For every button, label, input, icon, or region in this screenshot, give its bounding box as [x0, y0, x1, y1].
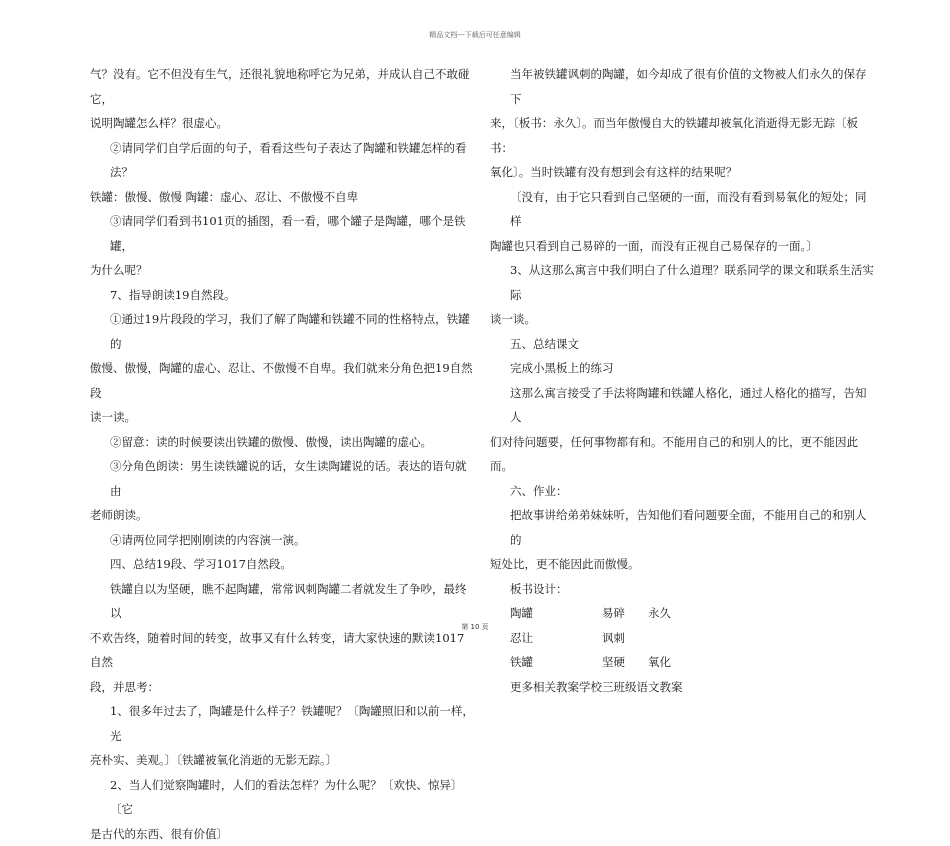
- board-cell: 忍让: [510, 626, 602, 651]
- text-line: 短处比，更不能因此而傲慢。: [490, 552, 875, 577]
- text-line: ②留意：读的时候要读出铁罐的傲慢、傲慢，读出陶罐的虚心。: [90, 430, 475, 455]
- board-cell: 易碎: [602, 601, 648, 626]
- text-line: 四、总结19段、学习1017自然段。: [90, 552, 475, 577]
- text-line: 1、很多年过去了，陶罐是什么样子？铁罐呢？〔陶罐照旧和以前一样，光: [90, 699, 475, 748]
- text-line: 〔没有，由于它只看到自己坚硬的一面，而没有看到易氧化的短处；同样: [490, 185, 875, 234]
- text-line: 来，〔板书：永久〕。而当年傲慢自大的铁罐却被氧化消逝得无影无踪〔板书：: [490, 111, 875, 160]
- board-cell: 氧化: [648, 650, 694, 675]
- text-line: 段，并思考：: [90, 675, 475, 700]
- text-line: 完成小黑板上的练习: [490, 356, 875, 381]
- text-line: 们对待问题要，任何事物都有和。不能用自己的和别人的比，更不能因此而。: [490, 430, 875, 479]
- text-line: 为什么呢？: [90, 258, 475, 283]
- board-cell: 永久: [648, 601, 694, 626]
- text-line: 读一读。: [90, 405, 475, 430]
- text-line: 7、指导朗读19自然段。: [90, 283, 475, 308]
- text-line: 说明陶罐怎么样？很虚心。: [90, 111, 475, 136]
- left-column: [90, 62, 475, 846]
- text-line: 把故事讲给弟弟妹妹听，告知他们看问题要全面，不能用自己的和别人的: [490, 503, 875, 552]
- text-line: 五、总结课文: [490, 332, 875, 357]
- text-line: 是古代的东西、很有价值〕: [90, 822, 475, 846]
- board-cell: 讽刺: [602, 626, 648, 651]
- text-line: 谈一谈。: [490, 307, 875, 332]
- page-header: 精品文档---下载后可任意编辑: [0, 30, 950, 40]
- text-line: 傲慢、傲慢，陶罐的虚心、忍让、不傲慢不自卑。我们就来分角色把19自然段: [90, 356, 475, 405]
- text-line: 铁罐：傲慢、傲慢 陶罐：虚心、忍让、不傲慢不自卑: [90, 185, 475, 210]
- board-cell: 铁罐: [510, 650, 602, 675]
- board-cell: 陶罐: [510, 601, 602, 626]
- text-line: 2、当人们觉察陶罐时，人们的看法怎样？为什么呢？〔欢快、惊异〕〔它: [90, 773, 475, 822]
- board-cell: 坚硬: [602, 650, 648, 675]
- text-line: 气？没有。它不但没有生气，还很礼貌地称呼它为兄弟，并成认自己不敢碰它，: [90, 62, 475, 111]
- text-line: 铁罐自以为坚硬，瞧不起陶罐，常常讽刺陶罐二者就发生了争吵，最终以: [90, 577, 475, 626]
- page-footer: 第 10 页: [0, 622, 950, 632]
- closing-text: 更多相关教案学校三班级语文教案: [490, 675, 875, 700]
- text-line: 六、作业：: [490, 479, 875, 504]
- text-line: 当年被铁罐讽刺的陶罐，如今却成了很有价值的文物被人们永久的保存下: [490, 62, 875, 111]
- text-line: ②请同学们自学后面的句子，看看这些句子表达了陶罐和铁罐怎样的看法？: [90, 136, 475, 185]
- text-line: 陶罐也只看到自己易碎的一面，而没有正视自己易保存的一面。〕: [490, 234, 875, 259]
- text-line: 氧化〕。当时铁罐有没有想到会有这样的结果呢？: [490, 160, 875, 185]
- text-line: ③请同学们看到书101页的插图，看一看，哪个罐子是陶罐，哪个是铁罐，: [90, 209, 475, 258]
- text-line: 不欢告终，随着时间的转变，故事又有什么转变，请大家快速的默读1017自然: [90, 626, 475, 675]
- text-line: 亮朴实、美观。〕〔铁罐被氧化消逝的无影无踪。〕: [90, 748, 475, 773]
- text-line: 这那么寓言接受了手法将陶罐和铁罐人格化，通过人格化的描写，告知人: [490, 381, 875, 430]
- text-line: 3、从这那么寓言中我们明白了什么道理？联系同学的课文和联系生活实际: [490, 258, 875, 307]
- text-line: 老师朗读。: [90, 503, 475, 528]
- text-line: ①通过19片段段的学习，我们了解了陶罐和铁罐不同的性格特点，铁罐的: [90, 307, 475, 356]
- right-column: [490, 62, 875, 699]
- text-line: 板书设计：: [490, 577, 875, 602]
- text-line: ④请两位同学把刚刚读的内容演一演。: [90, 528, 475, 553]
- board-design: [490, 601, 875, 675]
- board-row: [490, 650, 875, 675]
- text-line: ③分角色朗读：男生读铁罐说的话，女生读陶罐说的话。表达的语句就由: [90, 454, 475, 503]
